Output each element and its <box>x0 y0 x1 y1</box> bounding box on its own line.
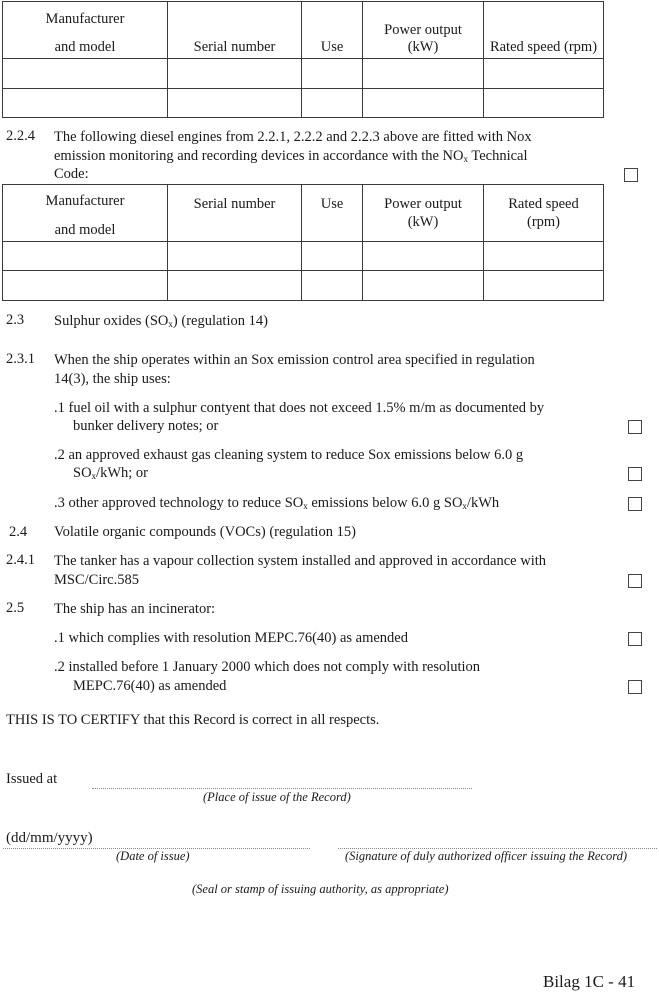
table-row <box>3 242 604 271</box>
section-text-line: 14(3), the ship uses: <box>54 371 171 387</box>
option-text: .2 installed before 1 January 2000 which does not comply with resolution <box>54 659 481 675</box>
subscript: x <box>303 501 308 511</box>
table-cell-power[interactable] <box>363 59 484 89</box>
checkbox-2-4-1[interactable] <box>628 574 642 588</box>
table-cell-use[interactable] <box>302 271 363 301</box>
col-header-use <box>302 2 363 59</box>
checkbox-2-3-1-option-2[interactable] <box>628 467 642 481</box>
header-text: Serial number <box>193 39 276 55</box>
col-header-use <box>302 185 363 242</box>
date-caption: (Date of issue) <box>116 849 190 863</box>
col-header-serial-number <box>168 2 302 59</box>
text: emissions below 6.0 g SO <box>307 495 463 511</box>
checkbox-2-5-option-2[interactable] <box>628 680 642 694</box>
table-cell-use[interactable] <box>302 242 363 271</box>
table-cell-manufacturer[interactable] <box>3 59 168 89</box>
header-text: Rated speed (rpm) <box>489 39 598 55</box>
section-text-line: When the ship operates within an Sox emission control area specified in regulation <box>54 352 535 368</box>
option-text: MEPC.76(40) as amended <box>73 678 227 694</box>
option-text: bunker delivery notes; or <box>73 418 219 434</box>
table-cell-power[interactable] <box>363 89 484 118</box>
table-cell-serial[interactable] <box>168 89 302 118</box>
header-text: Power output <box>384 22 462 38</box>
section-title: The ship has an incinerator: <box>54 601 216 617</box>
header-text: Rated speed <box>508 196 579 212</box>
table-row <box>3 59 604 89</box>
subscript: x <box>168 319 173 329</box>
table-cell-manufacturer[interactable] <box>3 242 168 271</box>
table-cell-manufacturer[interactable] <box>3 89 168 118</box>
col-header-rated-speed <box>484 2 604 59</box>
section-title: Volatile organic compounds (VOCs) (regulation 15) <box>54 524 356 540</box>
section-text-line: The following diesel engines from 2.2.1, 2.2.2 and 2.2.3 above are fitted with Nox <box>54 129 532 145</box>
subscript: x <box>463 154 469 164</box>
option-text: .1 which complies with resolution MEPC.76(40) as amended <box>54 630 408 646</box>
text: Sulphur oxides (SO <box>54 313 169 329</box>
table-cell-speed[interactable] <box>484 89 604 118</box>
subscript: x <box>91 471 97 481</box>
checkbox-2-2-4[interactable] <box>624 168 638 182</box>
date-of-issue-value[interactable]: (dd/mm/yyyy) <box>6 830 93 846</box>
header-text: Power output <box>384 196 462 212</box>
engine-table-1 <box>2 1 604 118</box>
text: Technical <box>468 148 528 164</box>
col-header-power-output <box>363 2 484 59</box>
col-header-power-output <box>363 185 484 242</box>
table-cell-speed[interactable] <box>484 271 604 301</box>
header-text: (rpm) <box>526 214 560 230</box>
header-text: Serial number <box>193 196 276 212</box>
section-number: 2.4.1 <box>6 552 35 568</box>
place-of-issue-field[interactable] <box>92 788 472 789</box>
text: /kWh <box>466 495 500 511</box>
text: ) (regulation 14) <box>172 313 268 329</box>
issued-at-label: Issued at <box>6 771 58 787</box>
table-cell-use[interactable] <box>302 59 363 89</box>
signature-caption: (Signature of duly authorized officer issuing the Record) <box>345 849 628 863</box>
table-header-row <box>3 185 604 242</box>
col-header-serial-number <box>168 185 302 242</box>
option-text <box>73 464 148 483</box>
text: SO <box>73 465 92 481</box>
checkbox-2-3-1-option-3[interactable] <box>628 497 642 511</box>
header-text: Use <box>320 196 344 212</box>
subscript: x <box>462 501 467 511</box>
checkbox-2-5-option-1[interactable] <box>628 632 642 646</box>
place-caption: (Place of issue of the Record) <box>203 790 351 804</box>
header-text: Use <box>320 39 344 55</box>
table-cell-use[interactable] <box>302 89 363 118</box>
text: emission monitoring and recording devices in accordance with the NO <box>54 148 464 164</box>
option-text: .2 an approved exhaust gas cleaning system to reduce Sox emissions below 6.0 g <box>54 447 524 463</box>
table-cell-power[interactable] <box>363 242 484 271</box>
text: /kWh; or <box>96 465 148 481</box>
section-number: 2.4 <box>9 524 28 540</box>
section-text-line: The tanker has a vapour collection system installed and approved in accordance with <box>54 553 547 569</box>
header-text: (kW) <box>407 39 439 55</box>
section-number: 2.2.4 <box>6 128 35 144</box>
col-header-manufacturer <box>3 185 168 242</box>
table-row <box>3 271 604 301</box>
section-title <box>54 312 268 331</box>
section-text-line: MSC/Circ.585 <box>54 572 139 588</box>
table-header-row <box>3 2 604 59</box>
certify-statement: THIS IS TO CERTIFY that this Record is correct in all respects. <box>6 712 380 728</box>
table-row <box>3 89 604 118</box>
table-cell-power[interactable] <box>363 271 484 301</box>
table-cell-speed[interactable] <box>484 242 604 271</box>
seal-caption: (Seal or stamp of issuing authority, as appropriate) <box>192 882 449 896</box>
table-cell-serial[interactable] <box>168 271 302 301</box>
section-number: 2.3 <box>6 312 25 328</box>
table-cell-manufacturer[interactable] <box>3 271 168 301</box>
table-cell-speed[interactable] <box>484 59 604 89</box>
checkbox-2-3-1-option-1[interactable] <box>628 420 642 434</box>
table-cell-serial[interactable] <box>168 59 302 89</box>
header-text: and model <box>54 39 116 55</box>
text: .3 other approved technology to reduce SO <box>54 495 304 511</box>
section-number: 2.3.1 <box>6 351 35 367</box>
header-text: and model <box>54 222 116 238</box>
option-text: .1 fuel oil with a sulphur contyent that does not exceed 1.5% m/m as documented by <box>54 400 545 416</box>
page-number: Bilag 1C - 41 <box>543 972 636 991</box>
section-number: 2.5 <box>6 600 25 616</box>
header-text: Manufacturer <box>45 11 125 27</box>
col-header-rated-speed <box>484 185 604 242</box>
section-text-line: Code: <box>54 166 89 182</box>
option-text <box>54 494 499 513</box>
header-text: Manufacturer <box>45 193 125 209</box>
section-text-line <box>54 147 528 166</box>
header-text: (kW) <box>407 214 439 230</box>
engine-table-2 <box>2 184 604 301</box>
table-cell-serial[interactable] <box>168 242 302 271</box>
col-header-manufacturer <box>3 2 168 59</box>
